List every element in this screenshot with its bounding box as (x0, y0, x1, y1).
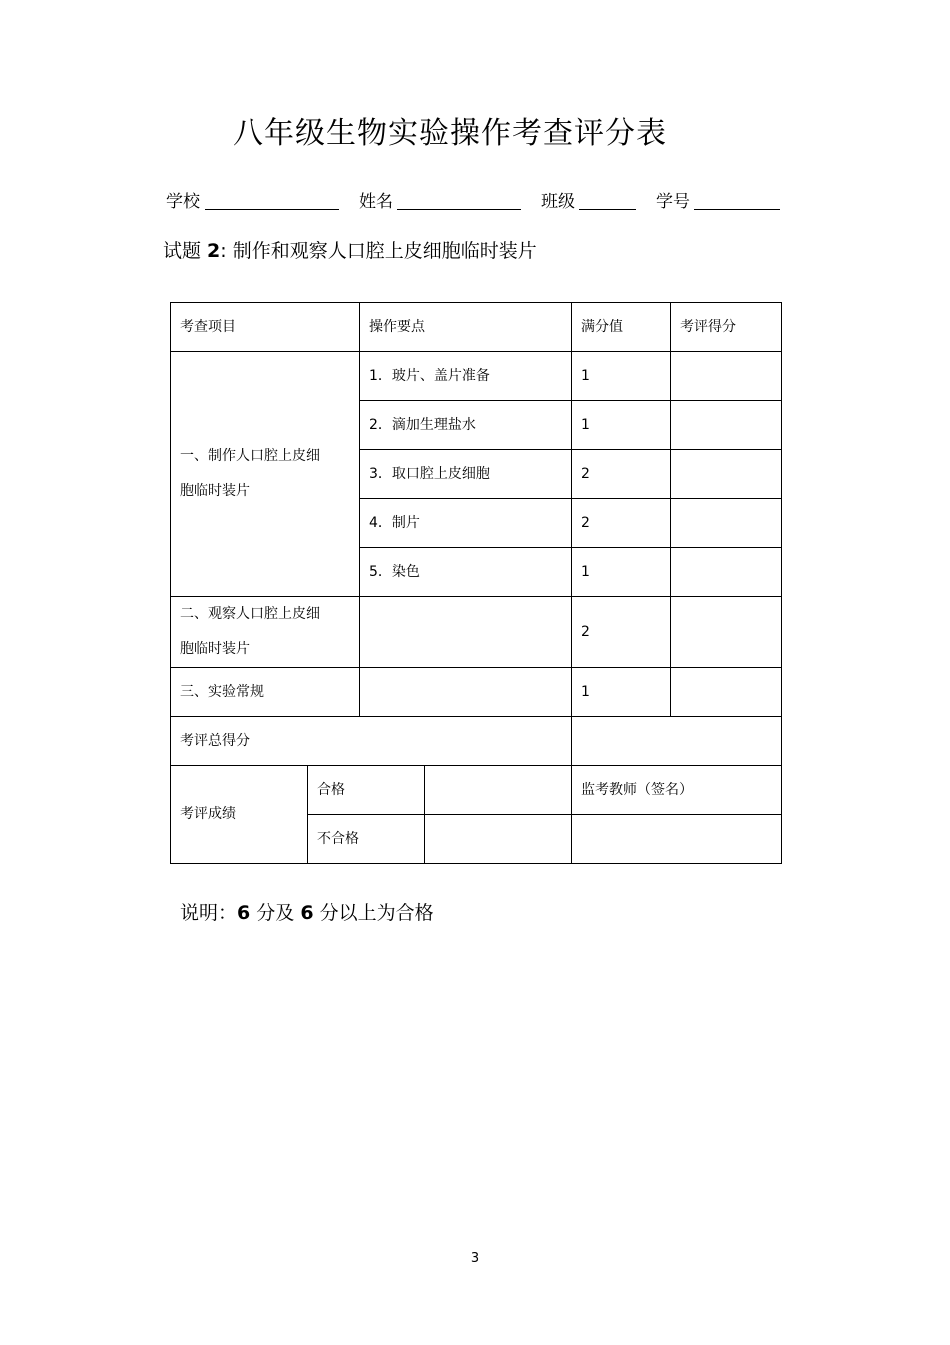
header-cell: 操作要点 (360, 303, 572, 352)
question-heading (163, 236, 537, 263)
header-cell: 考查项目 (171, 303, 360, 352)
section-name: 二、观察人口腔上皮细胞临时装片 (180, 606, 320, 657)
full-score-cell: 1 (572, 401, 671, 450)
score-input-cell[interactable] (671, 548, 782, 597)
operation-point-cell (360, 597, 572, 668)
note-num1: 6 (237, 902, 251, 924)
page-title: 八年级生物实验操作考查评分表 (233, 116, 667, 151)
section-name-cell (171, 597, 360, 668)
operation-point-cell (360, 668, 572, 717)
fail-label-cell: 不合格 (308, 815, 425, 864)
table-row (171, 668, 782, 717)
total-row (171, 717, 782, 766)
score-input-cell[interactable] (671, 668, 782, 717)
school-blank[interactable] (205, 209, 339, 210)
score-input-cell[interactable] (671, 597, 782, 668)
full-score-cell: 1 (572, 668, 671, 717)
full-score-cell: 2 (572, 597, 671, 668)
total-label-cell: 考评总得分 (171, 717, 572, 766)
school-label: 学校 (166, 192, 200, 212)
operation-point-cell: 3．取口腔上皮细胞 (360, 450, 572, 499)
score-input-cell[interactable] (671, 450, 782, 499)
full-score-cell: 1 (572, 352, 671, 401)
fail-mark-cell[interactable] (425, 815, 572, 864)
scoring-table (170, 302, 782, 864)
teacher-signature-cell[interactable] (572, 815, 782, 864)
section-name-cell (171, 352, 360, 597)
number-label: 学号 (656, 192, 690, 212)
result-label-cell: 考评成绩 (171, 766, 308, 864)
number-blank[interactable] (694, 209, 780, 210)
section-name: 一、制作人口腔上皮细胞临时装片 (180, 448, 320, 499)
score-input-cell[interactable] (671, 352, 782, 401)
header-cell: 考评得分 (671, 303, 782, 352)
note-mid: 分及 (250, 902, 301, 924)
score-input-cell[interactable] (671, 401, 782, 450)
pass-note (180, 898, 434, 925)
note-suffix: 分以上为合格 (313, 902, 434, 924)
name-blank[interactable] (397, 209, 521, 210)
table-row (171, 352, 782, 401)
section-name-cell: 三、实验常规 (171, 668, 360, 717)
operation-point-cell: 5．染色 (360, 548, 572, 597)
full-score-cell: 2 (572, 499, 671, 548)
full-score-cell: 1 (572, 548, 671, 597)
operation-point-cell: 4．制片 (360, 499, 572, 548)
note-num2: 6 (300, 902, 314, 924)
pass-mark-cell[interactable] (425, 766, 572, 815)
pass-label-cell: 合格 (308, 766, 425, 815)
class-blank[interactable] (579, 209, 636, 210)
question-text: : 制作和观察人口腔上皮细胞临时装片 (220, 240, 537, 262)
question-prefix: 试题 (163, 240, 208, 262)
question-number: 2 (207, 240, 221, 262)
class-label: 班级 (541, 192, 575, 212)
note-prefix: 说明： (180, 902, 238, 924)
teacher-label-cell: 监考教师（签名） (572, 766, 782, 815)
operation-point-cell: 1．玻片、盖片准备 (360, 352, 572, 401)
header-cell: 满分值 (572, 303, 671, 352)
page-number: 3 (470, 1251, 480, 1266)
table-row (171, 597, 782, 668)
name-label: 姓名 (359, 192, 393, 212)
result-row (171, 766, 782, 815)
total-score-cell[interactable] (572, 717, 782, 766)
table-header-row (171, 303, 782, 352)
operation-point-cell: 2．滴加生理盐水 (360, 401, 572, 450)
full-score-cell: 2 (572, 450, 671, 499)
score-input-cell[interactable] (671, 499, 782, 548)
